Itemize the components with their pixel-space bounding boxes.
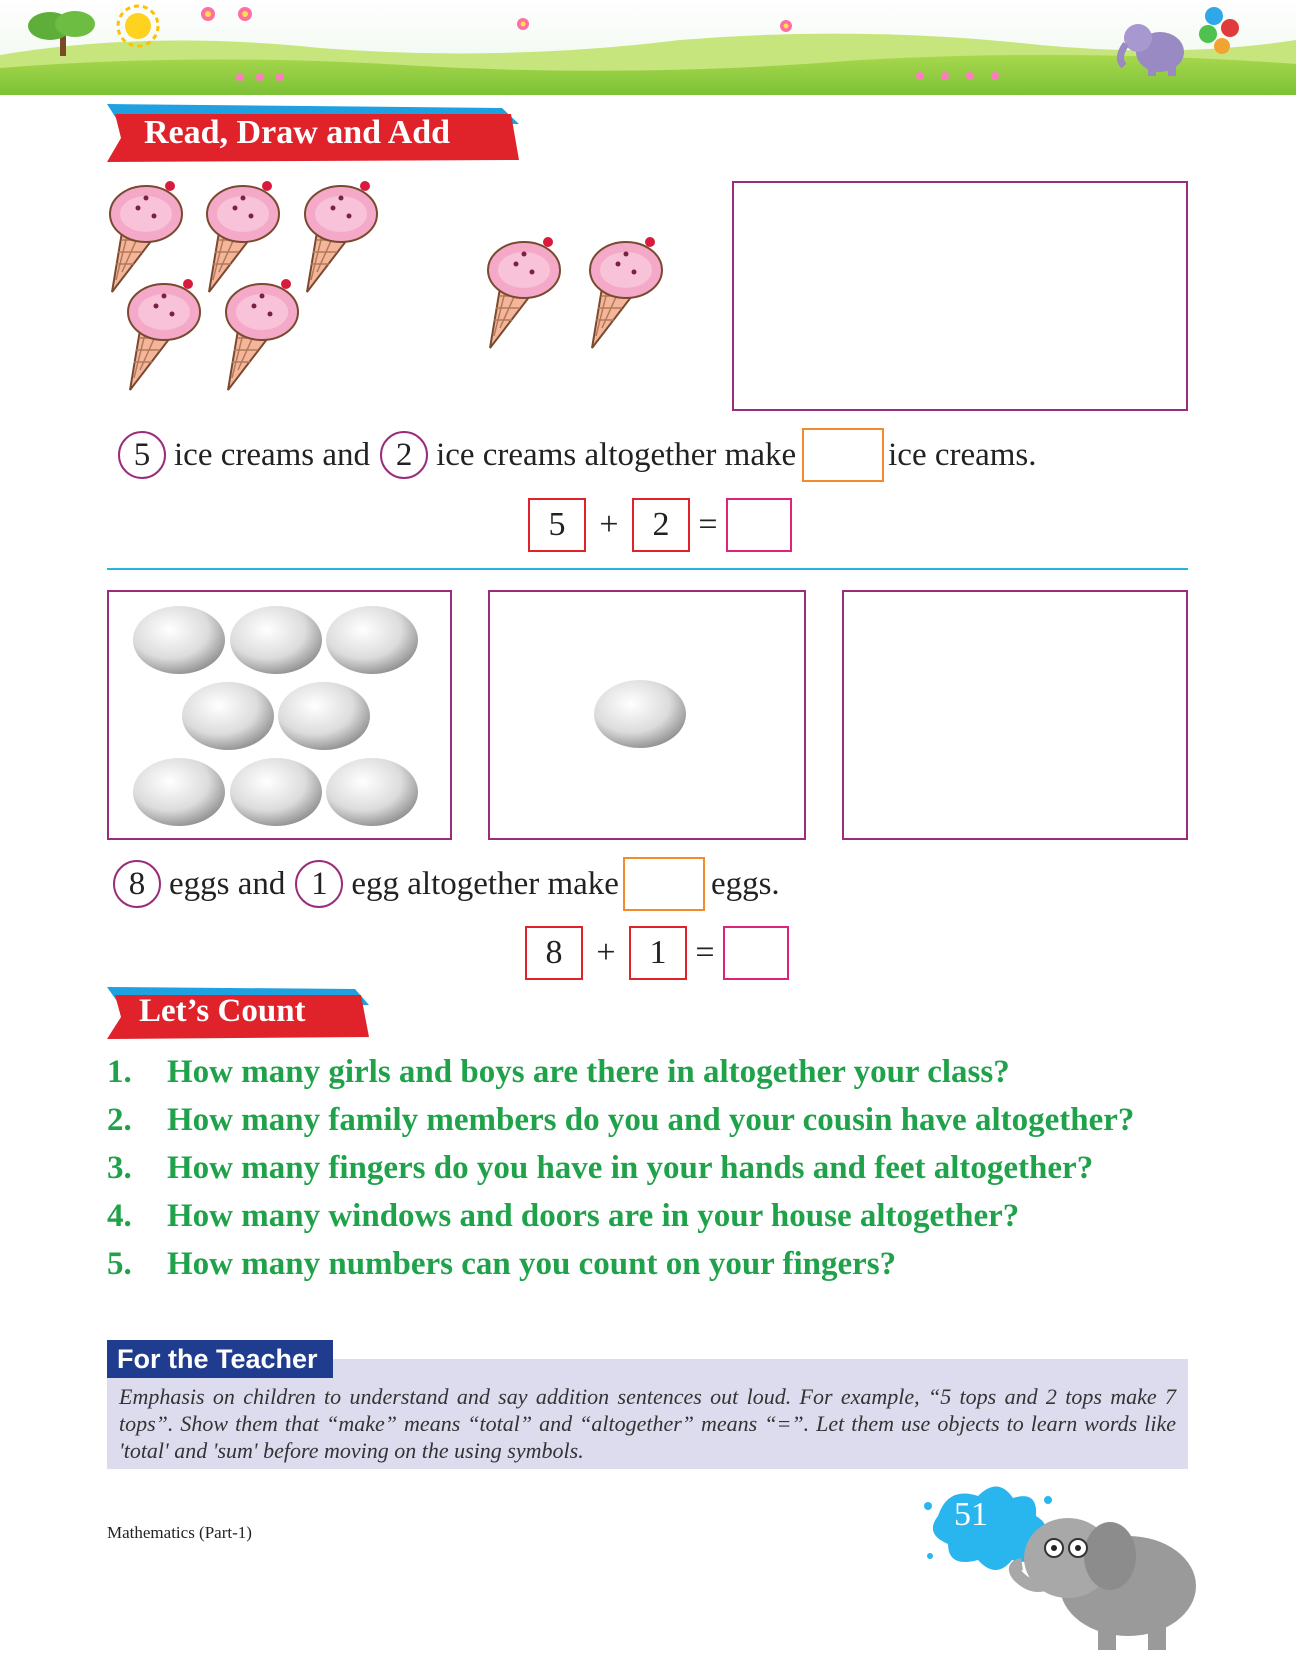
egg-group: [109, 592, 450, 838]
sentence-text: egg altogether make: [351, 865, 619, 902]
divider: [107, 568, 1188, 570]
number-circle: 8: [113, 860, 161, 908]
number-circle: 2: [380, 431, 428, 479]
teacher-note: Emphasis on children to understand and say addition sentences out loud. For example, “5 tops and 2 tops make 7 tops”. Show them that “make” means “total” and “altogether” means “=”. Let them use objects to learn words like 'total' and 'sum' before moving on the using symbols.: [107, 1359, 1188, 1469]
equals-sign: =: [695, 934, 715, 971]
ice-cream-icon: [488, 237, 560, 348]
header-banner: [0, 0, 1296, 95]
ice-cream-icon: [590, 237, 662, 348]
section-ribbon-lets-count: [107, 987, 369, 1043]
addend-box: 5: [528, 498, 586, 552]
egg-icon: [230, 606, 322, 674]
addition-sentence-ice-creams: [118, 428, 1037, 482]
ice-cream-icon: [110, 181, 182, 292]
egg-icon: [326, 758, 418, 826]
ice-cream-icon: [128, 279, 200, 390]
equation-eggs: [525, 926, 789, 980]
sentence-text: ice creams.: [888, 436, 1037, 473]
section-ribbon-read-draw-add: [107, 104, 519, 166]
question-list: [107, 1052, 1187, 1292]
sum-answer-box[interactable]: [723, 926, 789, 980]
addend-box: 2: [632, 498, 690, 552]
answer-box[interactable]: [802, 428, 884, 482]
ice-cream-group: [108, 180, 698, 405]
egg-icon: [182, 682, 274, 750]
list-item: 1. How many girls and boys are there in altogether your class?: [107, 1054, 1010, 1090]
equals-sign: =: [698, 506, 718, 543]
list-item: 4. How many windows and doors are in your house altogether?: [107, 1198, 1020, 1234]
elephant-icon: [1015, 1518, 1196, 1650]
plus-sign: +: [596, 934, 616, 971]
egg-icon: [326, 606, 418, 674]
section-title: Let’s Count: [139, 993, 306, 1029]
picture-box-eggs: [107, 590, 452, 840]
picture-box-egg: [488, 590, 806, 840]
page-number-badge: [918, 1476, 1248, 1656]
sum-answer-box[interactable]: [726, 498, 792, 552]
list-item: 5. How many numbers can you count on your fingers?: [107, 1246, 897, 1282]
plus-sign: +: [599, 506, 619, 543]
equation-ice-creams: [528, 498, 792, 552]
ice-cream-icon: [207, 181, 279, 292]
sentence-text: eggs and: [169, 865, 286, 902]
section-title: Read, Draw and Add: [144, 114, 451, 151]
ice-cream-icon: [305, 181, 377, 292]
drawing-box[interactable]: [732, 181, 1188, 411]
sentence-text: ice creams and: [174, 436, 371, 473]
number-circle: 5: [118, 431, 166, 479]
egg-icon: [133, 606, 225, 674]
egg-icon: [594, 680, 686, 748]
egg-icon: [278, 682, 370, 750]
answer-box[interactable]: [623, 857, 705, 911]
number-circle: 1: [295, 860, 343, 908]
sentence-text: ice creams altogether make: [436, 436, 797, 473]
addend-box: 8: [525, 926, 583, 980]
egg-icon: [230, 758, 322, 826]
page-number: 51: [954, 1496, 988, 1533]
book-title: Mathematics (Part-1): [107, 1523, 252, 1542]
ice-cream-icon: [226, 279, 298, 390]
list-item: 3. How many fingers do you have in your hands and feet altogether?: [107, 1150, 1094, 1186]
addend-box: 1: [629, 926, 687, 980]
drawing-box[interactable]: [842, 590, 1188, 840]
list-item: 2. How many family members do you and your cousin have altogether?: [107, 1102, 1135, 1138]
addition-sentence-eggs: [113, 857, 780, 911]
teacher-label: For the Teacher: [107, 1340, 333, 1378]
egg-icon: [133, 758, 225, 826]
sentence-text: eggs.: [710, 865, 780, 902]
